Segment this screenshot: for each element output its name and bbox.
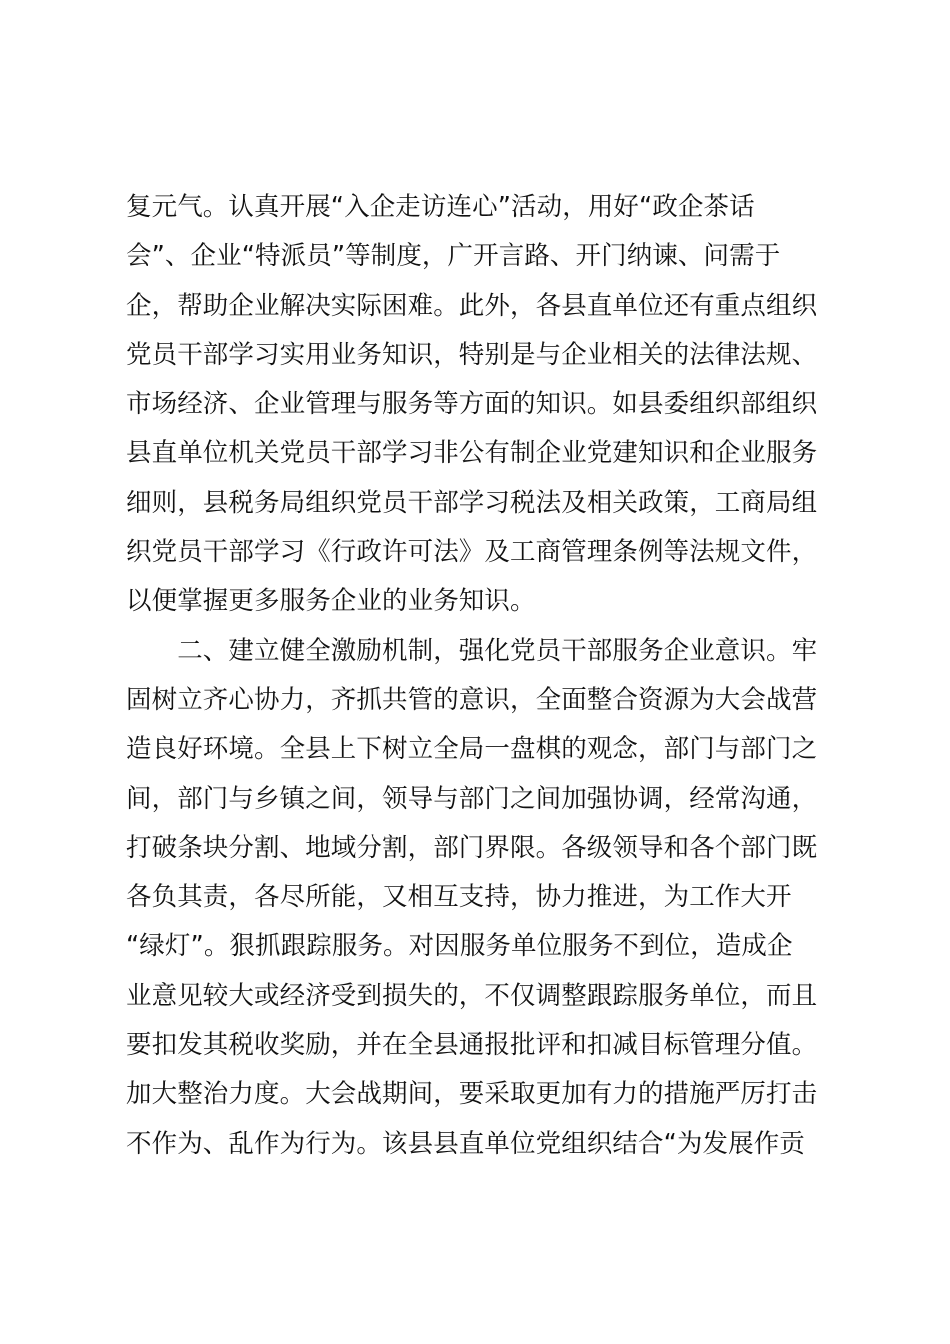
text-line: “绿灯”。狠抓跟踪服务。对因服务单位服务不到位，造成企 (126, 931, 793, 962)
text-line: 县直单位机关党员干部学习非公有制企业党建知识和企业服务 (126, 438, 818, 469)
text-line: 加大整治力度。大会战期间，要采取更加有力的措施严厉打击 (126, 1079, 818, 1110)
text-line: 业意见较大或经济受到损失的，不仅调整跟踪服务单位，而且 (126, 980, 818, 1011)
text-line: 造良好环境。全县上下树立全局一盘棋的观念，部门与部门之 (126, 734, 818, 765)
text-line: 党员干部学习实用业务知识，特别是与企业相关的法律法规、 (126, 339, 818, 370)
text-line: 市场经济、企业管理与服务等方面的知识。如县委组织部组织 (126, 389, 818, 420)
text-line: 打破条块分割、地域分割，部门界限。各级领导和各个部门既 (126, 832, 818, 863)
text-line: 以便掌握更多服务企业的业务知识。 (126, 586, 536, 617)
text-line: 织党员干部学习《行政许可法》及工商管理条例等法规文件， (126, 537, 818, 568)
text-line: 要扣发其税收奖励，并在全县通报批评和扣减目标管理分值。 (126, 1030, 818, 1061)
text-line: 二、建立健全激励机制，强化党员干部服务企业意识。牢 (126, 635, 818, 666)
body-text (126, 183, 846, 1169)
text-line: 细则，县税务局组织党员干部学习税法及相关政策，工商局组 (126, 487, 818, 518)
text-line: 各负其责，各尽所能，又相互支持，协力推进，为工作大开 (126, 882, 792, 913)
text-line: 不作为、乱作为行为。该县县直单位党组织结合“为发展作贡 (126, 1128, 805, 1159)
text-line: 固树立齐心协力，齐抓共管的意识，全面整合资源为大会战营 (126, 684, 818, 715)
text-line: 复元气。认真开展“入企走访连心”活动，用好“政企茶话 (126, 192, 755, 222)
text-line: 会”、企业“特派员”等制度，广开言路、开门纳谏、问需于 (126, 241, 781, 272)
text-line: 间，部门与乡镇之间，领导与部门之间加强协调，经常沟通， (126, 783, 818, 814)
text-line: 企，帮助企业解决实际困难。此外，各县直单位还有重点组织 (126, 290, 818, 321)
